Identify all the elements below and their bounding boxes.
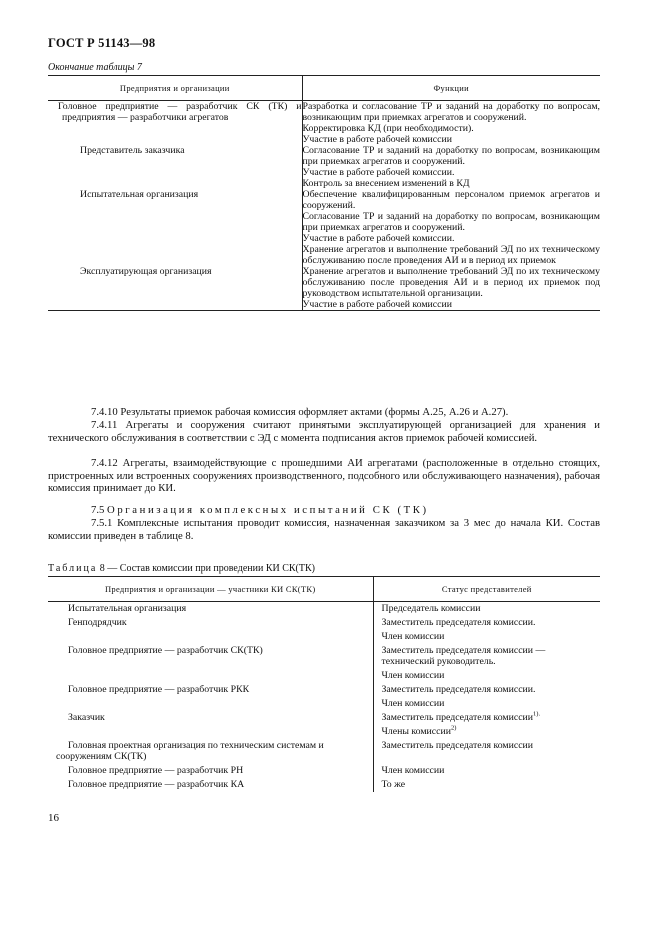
table8-col1-header: Предприятия и организации — участники КИ СК(ТК) <box>48 577 373 602</box>
table-8 <box>48 576 600 792</box>
table-row <box>48 602 600 617</box>
table-row <box>48 683 600 697</box>
paragraph-7-4-12: 7.4.12 Агрегаты, взаимодействующие с прошедшими АИ агрегатами (расположенные в отдельно стоящих, пристроенных или встроенных сооружениях производственного, подсобного или обслуживающего назначения), рабочая комиссия принимает до КИ. <box>48 457 600 494</box>
section-number: 7.5 <box>91 504 105 516</box>
table-row <box>48 266 600 299</box>
table8-org-cell: Головное предприятие — разработчик РКК <box>48 683 373 711</box>
table-7 <box>48 75 600 311</box>
footnote-mark: 2) <box>450 724 457 732</box>
table8-org-cell: Головное предприятие — разработчик РН <box>48 764 373 778</box>
table8-status-cell: Член комиссии <box>381 670 445 681</box>
table-row <box>48 739 600 764</box>
table8-status-cell: Заместитель председателя комиссии. <box>381 684 536 695</box>
table8-caption <box>48 563 315 574</box>
table8-status-cell <box>373 725 600 739</box>
table7-col1-header: Предприятия и организации <box>48 76 302 101</box>
table8-org-cell: Заказчик <box>48 711 373 739</box>
table8-status-cell: То же <box>381 779 406 790</box>
table7-function-cell: Согласование ТР и заданий на доработку по вопросам, возникающим при приемках агрегатов и сооружений. <box>302 211 600 233</box>
table8-org-cell: Головное предприятие — разработчик КА <box>48 778 373 792</box>
section-7-5-heading <box>48 504 600 517</box>
table8-status-cell: Председатель комиссии <box>381 603 481 614</box>
table8-org-cell: Генподрядчик <box>48 616 373 644</box>
table7-function-cell: Контроль за внесением изменений в КД <box>302 178 470 189</box>
section-title: Организация комплексных испытаний СК (ТК) <box>107 504 429 516</box>
table-row <box>48 764 600 778</box>
status-text: Заместитель председателя комиссии <box>381 712 534 723</box>
page-number: 16 <box>48 812 59 824</box>
table8-org-cell: Головное предприятие — разработчик СК(ТК) <box>48 644 373 683</box>
table-row <box>48 189 600 211</box>
table8-status-cell: Член комиссии <box>381 698 445 709</box>
status-text: Члены комиссии <box>381 726 451 737</box>
table7-org-cell: Испытательная организация <box>48 189 302 266</box>
table7-col2-header: Функции <box>302 76 600 101</box>
standard-header: ГОСТ Р 51143—98 <box>48 36 156 50</box>
table8-org-cell: Испытательная организация <box>48 602 373 617</box>
table-row <box>48 145 600 167</box>
table7-org-cell: Головное предприятие — разработчик СК (ТК) и предприятия — разработчики агрегатов <box>48 101 302 146</box>
table8-status-cell: Член комиссии <box>381 631 445 642</box>
table8-status-cell: Заместитель председателя комиссии — технический руководитель. <box>381 645 546 667</box>
table-row <box>48 778 600 792</box>
table7-function-cell: Участие в работе рабочей комиссии. <box>302 233 455 244</box>
table7-org-cell: Эксплуатирующая организация <box>48 266 302 311</box>
table7-function-cell: Участие в работе рабочей комиссии <box>302 299 600 311</box>
table7-function-cell: Корректировка КД (при необходимости). <box>302 123 474 134</box>
table8-status-cell: Заместитель председателя комиссии. <box>381 617 536 628</box>
paragraph-7-4-11: 7.4.11 Агрегаты и сооружения считают принятыми эксплуатирующей организацией для хранения и технического обслуживания в соответствии с ЭД с момента подписания актов приемок рабочей комиссией. <box>48 419 600 444</box>
table8-status-cell <box>373 711 600 725</box>
table7-function-cell: Разработка и согласование ТР и заданий на доработку по вопросам, возникающим при приемках агрегатов и сооружений. <box>302 101 600 123</box>
table8-status-cell: Член комиссии <box>381 765 445 776</box>
table8-col2-header: Статус представителей <box>373 577 600 602</box>
paragraph-7-5-1: 7.5.1 Комплексные испытания проводит комиссия, назначенная заказчиком за 3 мес до начала КИ. Состав комиссии приведен в таблице 8. <box>48 517 600 542</box>
table8-org-cell: Головная проектная организация по техническим системам и сооружениям СК(ТК) <box>48 739 373 764</box>
table-row <box>48 101 600 124</box>
table7-caption: Окончание таблицы 7 <box>48 62 142 73</box>
table7-function-cell: Хранение агрегатов и выполнение требований ЭД по их техническому обслуживанию после проведения АИ и в период их приемок под руководством испытательной организации. <box>302 266 600 299</box>
table-row <box>48 711 600 725</box>
paragraph-7-4-10: 7.4.10 Результаты приемок рабочая комиссия оформляет актами (формы А.25, А.26 и А.27). <box>91 406 509 418</box>
table8-caption-label: Таблица <box>48 563 98 574</box>
table7-function-cell: Хранение агрегатов и выполнение требований ЭД по их техническому обслуживанию после проведения АИ и в период их приемок <box>302 244 600 266</box>
table7-function-cell: Обеспечение квалифицированным персоналом приемок агрегатов и сооружений. <box>302 189 600 211</box>
footnote-mark: 1). <box>533 710 541 718</box>
table8-caption-text: 8 — Состав комиссии при проведении КИ СК(ТК) <box>99 563 315 574</box>
table7-function-cell: Участие в работе рабочей комиссии. <box>302 167 455 178</box>
table8-status-cell: Заместитель председателя комиссии <box>381 740 534 751</box>
table7-org-cell: Представитель заказчика <box>48 145 302 189</box>
table-row <box>48 644 600 669</box>
table-row <box>48 616 600 630</box>
table7-function-cell: Согласование ТР и заданий на доработку по вопросам, возникающим при приемках агрегатов и сооружений. <box>302 145 600 167</box>
table7-function-cell: Участие в работе рабочей комиссии <box>302 134 452 145</box>
